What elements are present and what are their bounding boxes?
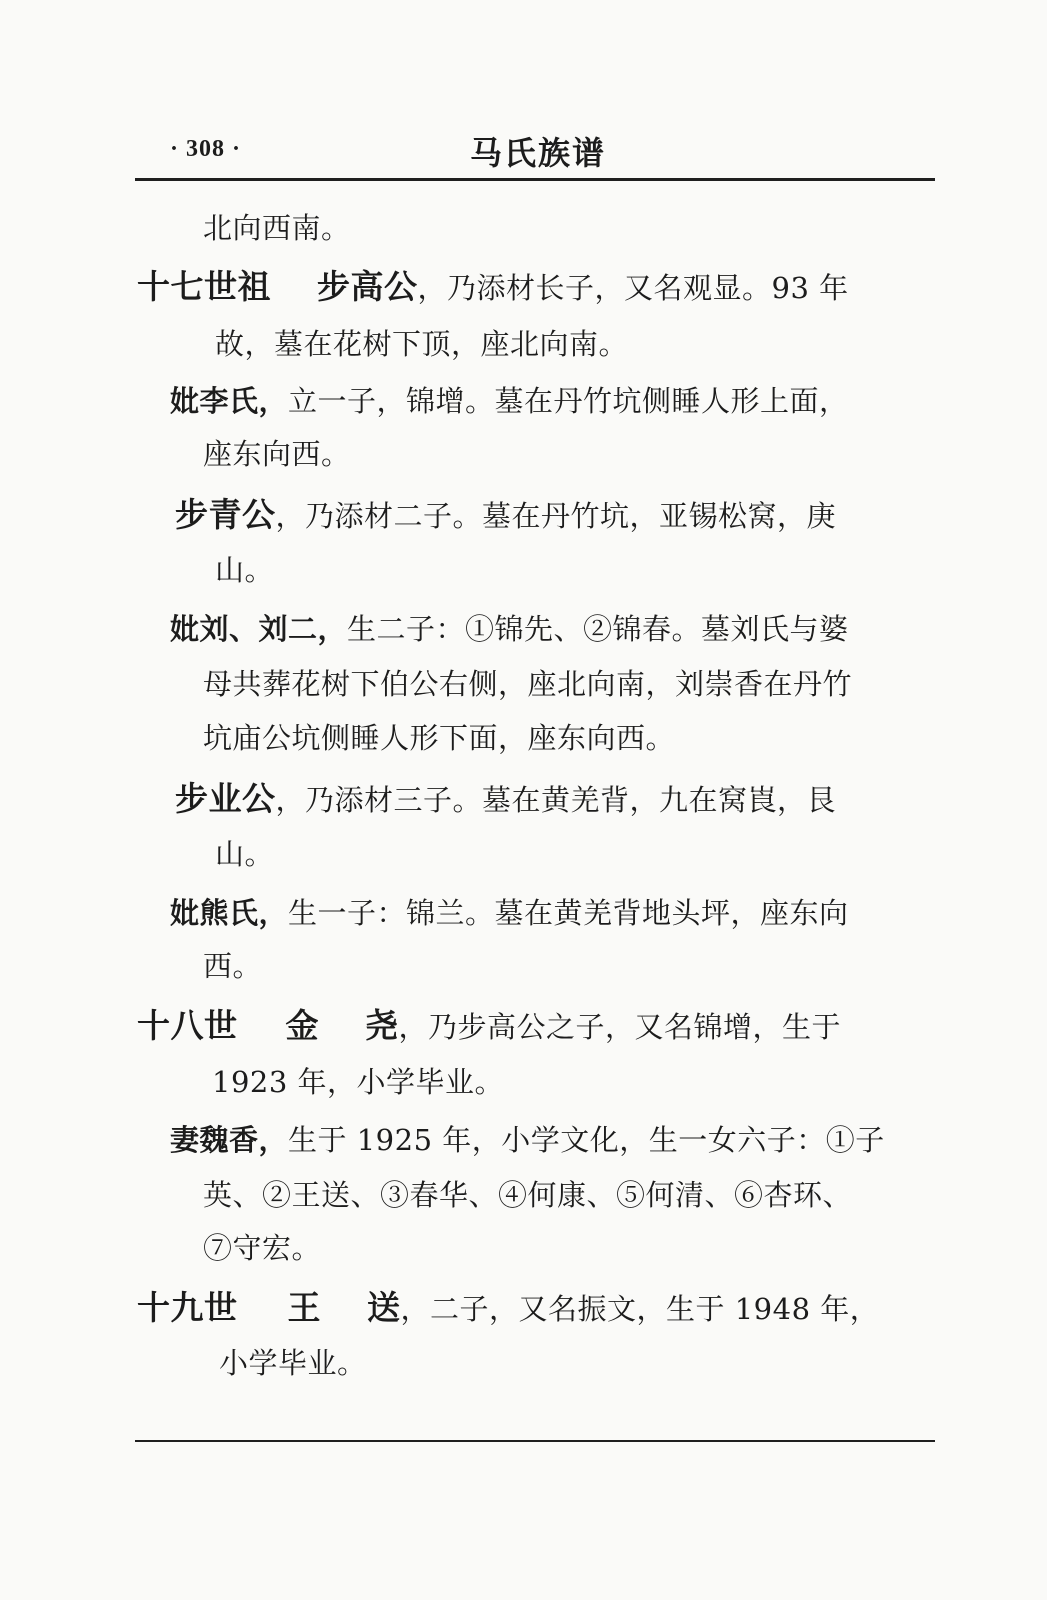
generation-label: 十九世	[137, 1288, 238, 1327]
line-text: 生于 1925 年，小学文化，生一女六子：①子	[288, 1123, 885, 1157]
text-line	[203, 208, 351, 248]
entry-wife-weixiang	[170, 1120, 885, 1160]
line-text: 西。	[203, 949, 263, 983]
person-name: 金	[285, 1006, 319, 1045]
line-text: 故，墓在花树下顶，座北向南。	[215, 327, 629, 361]
entry-18-gen-jinyao	[137, 1006, 841, 1047]
text-line	[219, 1343, 367, 1383]
line-text: ，乃添材长子，又名观显。93 年	[417, 271, 849, 305]
entry-wife-liu	[170, 609, 849, 649]
text-line	[203, 1228, 321, 1268]
entry-wife-li	[170, 381, 849, 421]
line-text: 立一子，锦增。墓在丹竹坑侧睡人形上面，	[288, 384, 849, 418]
text-line	[215, 550, 274, 590]
line-text: 山。	[215, 837, 275, 871]
person-name: 妻魏香，	[170, 1123, 289, 1157]
line-text: 英、②王送、③春华、④何康、⑤何清、⑥杏环、	[203, 1178, 853, 1212]
text-line	[203, 1175, 852, 1215]
entry-buye	[175, 779, 836, 820]
generation-label: 十七世祖	[137, 267, 271, 306]
line-text: ，乃添材三子。墓在黄羌背，九在窝崀，艮	[275, 783, 837, 817]
entry-17-gen-bugao	[137, 267, 849, 308]
person-name: 王	[287, 1288, 321, 1327]
person-name: 步青公	[175, 495, 276, 534]
entry-wife-xiong	[170, 893, 849, 933]
text-line	[203, 946, 262, 986]
line-text: 坑庙公坑侧睡人形下面，座东向西。	[203, 721, 676, 755]
entry-19-gen-wangsong	[137, 1288, 879, 1329]
person-name: 妣熊氏，	[170, 896, 289, 930]
text-line	[215, 834, 274, 874]
line-text: 座东向西。	[203, 437, 351, 471]
line-text: ，二子，又名振文，生于 1948 年，	[400, 1292, 880, 1326]
page-number: · 308 ·	[170, 136, 242, 162]
line-text: 生二子：①锦先、②锦春。墓刘氏与婆	[347, 612, 849, 646]
line-text: ，乃步高公之子，又名锦增，生于	[398, 1010, 842, 1044]
person-name: 步业公	[175, 779, 276, 818]
header-rule	[135, 178, 935, 181]
text-line	[203, 664, 852, 704]
entry-buqing	[175, 495, 836, 536]
text-line	[203, 434, 351, 474]
person-name: 送	[367, 1288, 401, 1327]
text-line	[212, 1062, 504, 1102]
line-text: ⑦守宏。	[203, 1231, 322, 1265]
line-text: 生一子：锦兰。墓在黄羌背地头坪，座东向	[288, 896, 849, 930]
text-line	[215, 324, 628, 364]
person-name: 步高公	[317, 267, 418, 306]
generation-label: 十八世	[137, 1006, 238, 1045]
line-text: 北向西南。	[203, 211, 351, 245]
text-line	[203, 718, 675, 758]
person-name: 尧	[365, 1006, 399, 1045]
line-text: ，乃添材二子。墓在丹竹坑，亚锡松窝，庚	[275, 499, 837, 533]
line-text: 母共葬花树下伯公右侧，座北向南，刘崇香在丹竹	[203, 667, 853, 701]
line-text: 1923 年，小学毕业。	[212, 1065, 505, 1099]
person-name: 妣李氏，	[170, 384, 289, 418]
line-text: 山。	[215, 553, 275, 587]
line-text: 小学毕业。	[219, 1346, 367, 1380]
running-title: 马氏族谱	[470, 134, 607, 172]
footer-rule	[135, 1440, 935, 1442]
person-name: 妣刘、刘二，	[170, 612, 348, 646]
